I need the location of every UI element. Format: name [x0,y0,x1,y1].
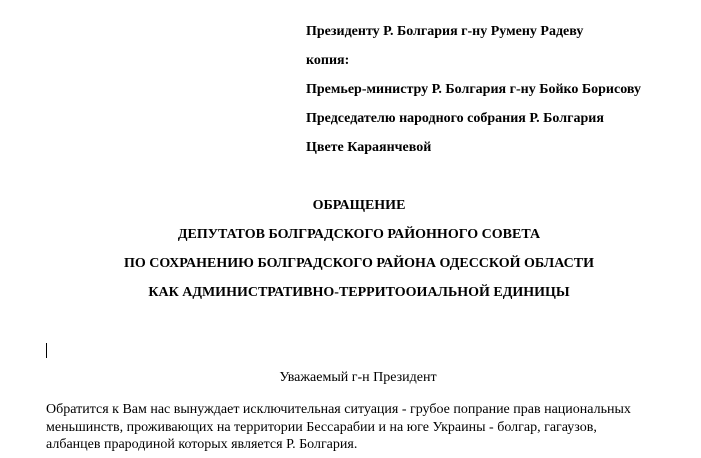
addressee-chair-name: Цвете Караянчевой [306,140,432,155]
addressee-copy-label: копия: [306,53,350,68]
salutation: Уважаемый г-н Президент [279,370,437,385]
title-line-unit: КАК АДМИНИСТРАТИВНО-ТЕРРИТООИАЛЬНОЙ ЕДИНИЦЫ [148,285,570,300]
body-paragraph-line-3: албанцев прародиной которых является Р. Болгария. [46,437,358,452]
body-paragraph-line-2: меньшинств, проживающих на территории Бессарабии и на юге Украины - болгар, гагаузов, [46,420,597,435]
addressee-assembly-chair: Председателю народного собрания Р. Болгария [306,111,604,126]
addressee-prime-minister: Премьер-министру Р. Болгария г-ну Бойко Борисову [306,82,641,97]
document-title: ОБРАЩЕНИЕ [312,198,406,213]
addressee-president: Президенту Р. Болгария г-ну Румену Радеву [306,24,584,39]
title-line-preservation: ПО СОХРАНЕНИЮ БОЛГРАДСКОГО РАЙОНА ОДЕССКОЙ ОБЛАСТИ [124,256,594,271]
title-line-deputies: ДЕПУТАТОВ БОЛГРАДСКОГО РАЙОННОГО СОВЕТА [177,227,541,242]
body-paragraph-line-1: Обратится к Вам нас вынуждает исключительная ситуация - грубое попрание прав национальных [46,402,631,417]
text-cursor[interactable] [46,343,47,358]
